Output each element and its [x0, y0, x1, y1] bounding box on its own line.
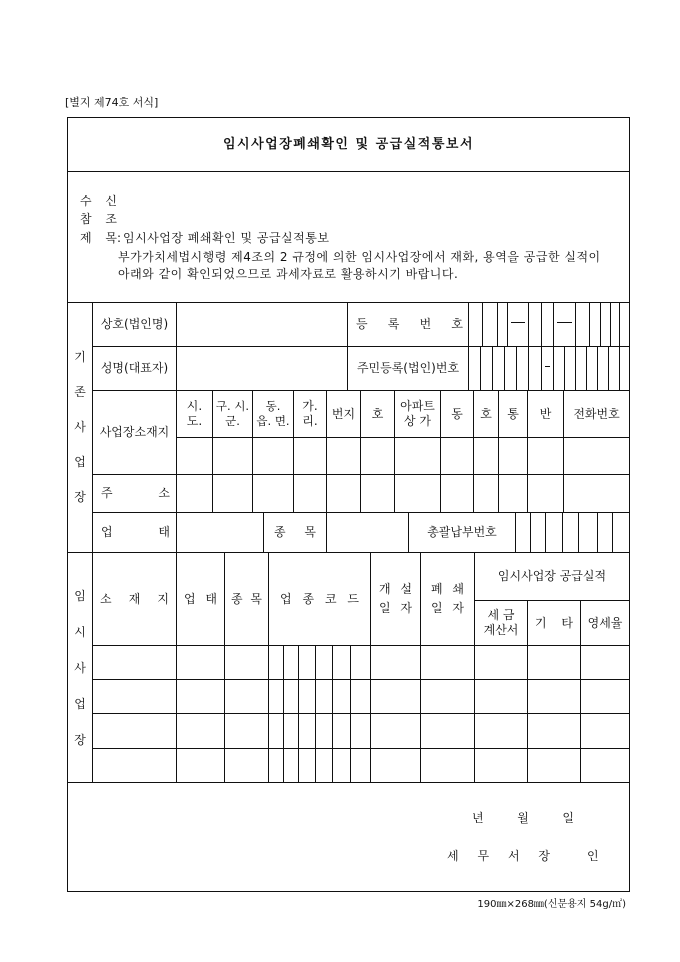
- business-type-field: [176, 512, 264, 553]
- reference-label: 참 조: [80, 212, 117, 226]
- subject-label: 제 목:: [80, 231, 121, 245]
- col-tong: 통: [498, 390, 528, 438]
- section-label-char: 존: [74, 385, 86, 399]
- col-building: 동: [440, 390, 474, 438]
- location-value-box: [473, 437, 499, 475]
- temp-open-date-header: [370, 552, 421, 646]
- col-ho: 호: [360, 390, 395, 438]
- col-town: 동. 읍. 면.: [252, 390, 294, 438]
- seal-mark: 인: [587, 849, 599, 863]
- col-district: 구. 시. 군.: [212, 390, 253, 438]
- item-cell: [263, 512, 327, 553]
- temp-row-1-cell-box: [474, 645, 528, 680]
- temp-row-2-cell-box: [370, 679, 421, 714]
- location-value-box: [527, 437, 564, 475]
- consolidated-digit-box: [545, 512, 563, 553]
- temp-open-date-label: 개 설 일 자: [379, 582, 412, 615]
- paper-spec: 190㎜×268㎜(신문용지 54g/㎡): [477, 899, 626, 910]
- temp-row-1-cell-box: [332, 645, 351, 680]
- temp-row-1-cell-box: [580, 645, 630, 680]
- notice-body-line-1: 부가가치세법시행령 제4조의 2 규정에 의한 임시사업장에서 재화, 용역을 공급한 실적이: [118, 250, 601, 264]
- dash-mark: [545, 366, 550, 367]
- business-location-label: 사업장소재지: [92, 390, 177, 475]
- trade-name-field: [176, 302, 348, 347]
- temp-row-4-cell-box: [268, 748, 284, 783]
- address-label: 주 소: [101, 486, 170, 500]
- temp-row-1-cell-box: [224, 645, 269, 680]
- col-village: 가. 리.: [293, 390, 327, 438]
- address-value-box: [394, 474, 441, 513]
- temp-industry-code-label: 업 종 코 드: [280, 591, 359, 606]
- temp-close-date-label: 폐 쇄 일 자: [431, 582, 464, 615]
- temp-location-label: 소 재 지: [100, 591, 169, 606]
- representative-label: 성명(대표자): [92, 346, 177, 391]
- col-apartment: 아파트 상 가: [394, 390, 441, 438]
- temp-row-4-cell-box: [527, 748, 581, 783]
- address-value-box: [360, 474, 395, 513]
- col-unit: 호: [473, 390, 499, 438]
- location-value-box: [212, 437, 253, 475]
- temp-row-2-cell-box: [580, 679, 630, 714]
- temp-row-3-cell-box: [370, 713, 421, 749]
- temp-industry-code-header: [268, 552, 371, 646]
- temp-row-1-cell-box: [370, 645, 421, 680]
- temp-row-3-cell-box: [298, 713, 316, 749]
- col-province: 시. 도.: [176, 390, 213, 438]
- dash-mark: [511, 322, 525, 323]
- col-ban: 반: [527, 390, 564, 438]
- notice-form: [67, 117, 630, 892]
- temp-row-2-cell-box: [527, 679, 581, 714]
- form-number: [별지 제74호 서식]: [65, 96, 159, 109]
- temp-row-3-cell-box: [176, 713, 225, 749]
- registration-digit-box: [619, 302, 630, 347]
- temp-row-3-cell-box: [350, 713, 371, 749]
- address-value-box: [212, 474, 253, 513]
- business-type-cell: [92, 512, 177, 553]
- location-value-box: [394, 437, 441, 475]
- temp-close-date-header: [420, 552, 475, 646]
- temp-row-3-cell-box: [283, 713, 299, 749]
- resident-number-label: 주민등록(법인)번호: [347, 346, 469, 391]
- section-label-char: 업: [74, 455, 86, 469]
- temp-row-1-cell-box: [176, 645, 225, 680]
- temp-tax-invoice-header: 세 금 계산서: [474, 600, 528, 646]
- temp-item-label: 종 목: [231, 591, 262, 606]
- temp-row-4-cell-box: [298, 748, 316, 783]
- address-value-box: [473, 474, 499, 513]
- temp-row-2-cell-box: [298, 679, 316, 714]
- temp-row-2-cell-box: [420, 679, 475, 714]
- temp-row-3-cell-box: [332, 713, 351, 749]
- section-label-char: 업: [74, 696, 86, 711]
- address-cell: [92, 474, 177, 513]
- temp-row-4-cell-box: [580, 748, 630, 783]
- existing-business-section-label: [67, 302, 93, 553]
- item-label: 종 목: [274, 525, 316, 539]
- temp-row-2-cell-box: [350, 679, 371, 714]
- tax-office-head: 세 무 서 장: [447, 849, 550, 863]
- temp-row-3-cell-box: [420, 713, 475, 749]
- section-label-char: 장: [74, 732, 86, 747]
- section-label-char: 시: [74, 624, 86, 639]
- temp-row-4-cell-box: [92, 748, 177, 783]
- temp-row-4-cell-box: [224, 748, 269, 783]
- consolidated-digit-box: [578, 512, 598, 553]
- temp-row-4-cell-box: [315, 748, 333, 783]
- temp-other-label: 기 타: [535, 615, 573, 630]
- section-label-char: 사: [74, 420, 86, 434]
- temp-location-header: [92, 552, 177, 646]
- address-value-box: [326, 474, 361, 513]
- address-value-box: [252, 474, 294, 513]
- col-lot-number: 번지: [326, 390, 361, 438]
- temp-business-type-header: [176, 552, 225, 646]
- temp-row-1-cell-box: [268, 645, 284, 680]
- temp-other-header: [527, 600, 581, 646]
- temp-row-3-cell-box: [315, 713, 333, 749]
- temp-row-1-cell-box: [350, 645, 371, 680]
- location-value-box: [360, 437, 395, 475]
- consolidated-digit-box: [562, 512, 579, 553]
- temp-row-1-cell-box: [420, 645, 475, 680]
- notice-block: [67, 171, 630, 303]
- location-value-box: [176, 437, 213, 475]
- section-label-char: 장: [74, 490, 86, 504]
- resident-digit-box: [619, 346, 630, 391]
- temporary-business-section-label: [67, 552, 93, 783]
- item-field: [326, 512, 409, 553]
- location-value-box: [293, 437, 327, 475]
- temp-zero-rate-header: 영세율: [580, 600, 630, 646]
- temp-row-1-cell-box: [315, 645, 333, 680]
- registration-number-cell: [347, 302, 469, 347]
- temp-row-3-cell-box: [527, 713, 581, 749]
- section-label-char: 사: [74, 660, 86, 675]
- location-value-box: [326, 437, 361, 475]
- temp-row-2-cell-box: [176, 679, 225, 714]
- temp-row-3-cell-box: [224, 713, 269, 749]
- temp-row-4-cell-box: [176, 748, 225, 783]
- consolidated-digit-box: [515, 512, 531, 553]
- representative-field: [176, 346, 348, 391]
- temp-row-4-cell-box: [283, 748, 299, 783]
- dash-mark: [557, 322, 572, 323]
- temp-row-2-cell-box: [315, 679, 333, 714]
- temp-row-1-cell-box: [92, 645, 177, 680]
- temp-row-4-cell-box: [370, 748, 421, 783]
- temp-row-2-cell-box: [92, 679, 177, 714]
- consolidated-digit-box: [597, 512, 613, 553]
- temp-row-2-cell-box: [474, 679, 528, 714]
- issuer-block: [67, 782, 630, 892]
- section-label-char: 임: [74, 588, 86, 603]
- temp-row-2-cell-box: [283, 679, 299, 714]
- location-value-box: [252, 437, 294, 475]
- temp-row-2-cell-box: [332, 679, 351, 714]
- consolidated-tax-number-label: 총괄납부번호: [408, 512, 516, 553]
- registration-digit-box: [528, 302, 542, 347]
- consolidated-digit-box: [530, 512, 546, 553]
- temp-row-4-cell-box: [332, 748, 351, 783]
- registration-digit-box: [575, 302, 590, 347]
- section-label-char: 기: [74, 350, 86, 364]
- registration-number-label: 등 록 번 호: [356, 317, 463, 331]
- temp-business-type-label: 업 태: [184, 591, 217, 606]
- temp-row-1-cell-box: [298, 645, 316, 680]
- subject-text: 임시사업장 폐쇄확인 및 공급실적통보: [123, 231, 330, 245]
- registration-digit-separator: [507, 302, 529, 347]
- location-value-box: [440, 437, 474, 475]
- temp-row-4-cell-box: [474, 748, 528, 783]
- temp-row-1-cell-box: [527, 645, 581, 680]
- address-value-box: [527, 474, 564, 513]
- issue-date-line: 년 월 일: [472, 811, 574, 825]
- address-value-box: [176, 474, 213, 513]
- temp-row-3-cell-box: [92, 713, 177, 749]
- registration-digit-separator: [553, 302, 576, 347]
- temp-item-header: [224, 552, 269, 646]
- consolidated-digit-box: [612, 512, 630, 553]
- address-value-box: [498, 474, 528, 513]
- location-value-box: [563, 437, 630, 475]
- form-title: 임시사업장폐쇄확인 및 공급실적통보서: [67, 117, 630, 172]
- address-value-box: [563, 474, 630, 513]
- registration-digit-box: [482, 302, 498, 347]
- recipient-label: 수 신: [80, 194, 117, 208]
- col-phone: 전화번호: [563, 390, 630, 438]
- temp-row-2-cell-box: [268, 679, 284, 714]
- temp-supply-record-header: 임시사업장 공급실적: [474, 552, 630, 601]
- temp-row-2-cell-box: [224, 679, 269, 714]
- temp-row-4-cell-box: [420, 748, 475, 783]
- temp-row-4-cell-box: [350, 748, 371, 783]
- registration-digit-box: [468, 302, 483, 347]
- temp-row-1-cell-box: [283, 645, 299, 680]
- location-value-box: [498, 437, 528, 475]
- temp-row-3-cell-box: [580, 713, 630, 749]
- temp-row-3-cell-box: [268, 713, 284, 749]
- address-value-box: [293, 474, 327, 513]
- business-type-label: 업 태: [101, 525, 170, 539]
- trade-name-label: 상호(법인명): [92, 302, 177, 347]
- address-value-box: [440, 474, 474, 513]
- temp-row-3-cell-box: [474, 713, 528, 749]
- notice-body-line-2: 아래와 같이 확인되었으므로 과세자료로 활용하시기 바랍니다.: [118, 267, 459, 281]
- resident-digit-box: [528, 346, 542, 391]
